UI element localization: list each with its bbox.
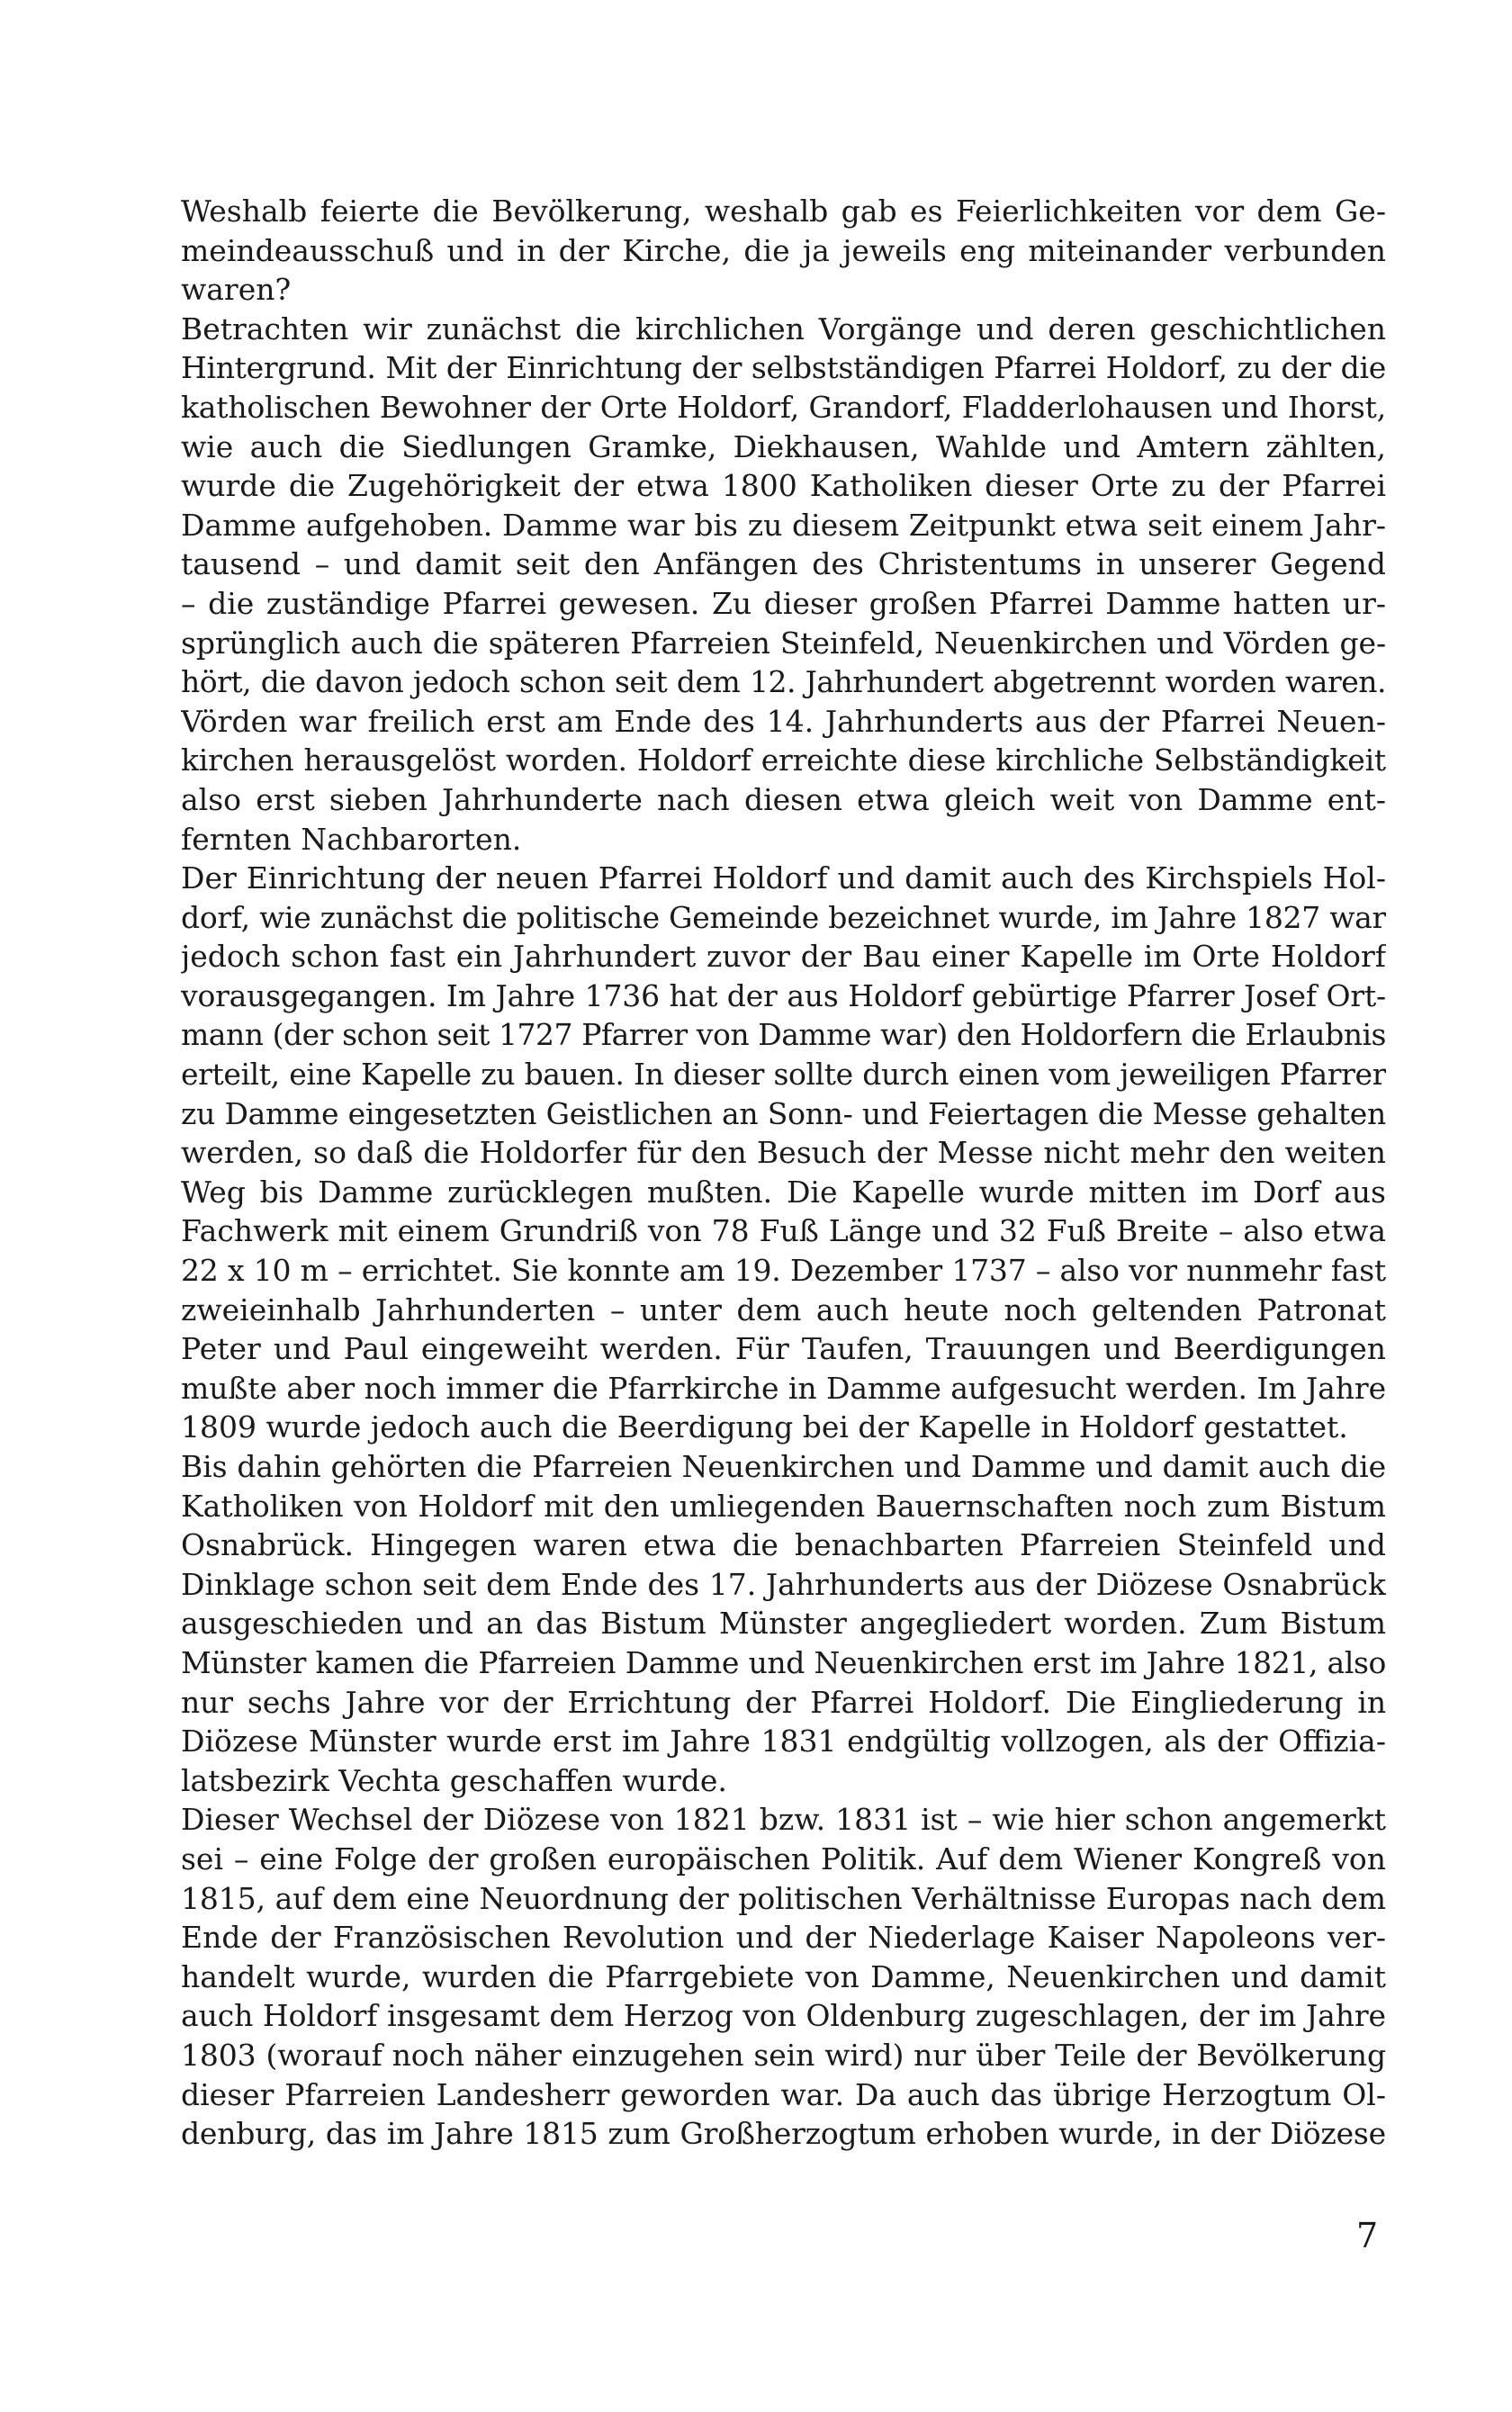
text-line: waren? [181, 272, 292, 308]
text-line: Diözese Münster wurde erst im Jahre 1831 endgültig vollzogen, als der Offizia- [181, 1724, 1386, 1760]
text-line: katholischen Bewohner der Orte Holdorf, Grandorf, Fladderlohausen und Ihorst, [181, 389, 1386, 425]
text-line: sei – eine Folge der großen europäischen Politik. Auf dem Wiener Kongreß von [181, 1840, 1386, 1876]
text-line: 1815, auf dem eine Neuordnung der politischen Verhältnisse Europas nach dem [181, 1880, 1386, 1916]
text-line: nur sechs Jahre vor der Errichtung der Pfarrei Holdorf. Die Eingliederung in [181, 1684, 1386, 1720]
text-line: hört, die davon jedoch schon seit dem 12. Jahrhundert abgetrennt worden waren. [181, 664, 1386, 700]
text-line: zweieinhalb Jahrhunderten – unter dem auch heute noch geltenden Patronat [181, 1292, 1386, 1328]
text-line: zu Damme eingesetzten Geistlichen an Sonn- und Feiertagen die Messe gehalten [181, 1095, 1386, 1131]
text-line: Damme aufgehoben. Damme war bis zu diesem Zeitpunkt etwa seit einem Jahr- [181, 507, 1386, 543]
text-line: werden, so daß die Holdorfer für den Besuch der Messe nicht mehr den weiten [181, 1135, 1386, 1171]
text-line: also erst sieben Jahrhunderte nach diesen etwa gleich weit von Damme ent- [181, 781, 1386, 817]
text-line: dorf, wie zunächst die politische Gemeinde bezeichnet wurde, im Jahre 1827 war [181, 899, 1386, 935]
text-line: ausgeschieden und an das Bistum Münster angegliedert worden. Zum Bistum [181, 1606, 1386, 1642]
text-line: Peter und Paul eingeweiht werden. Für Taufen, Trauungen und Beerdigungen [181, 1331, 1386, 1367]
text-line: handelt wurde, wurden die Pfarrgebiete von Damme, Neuenkirchen und damit [181, 1958, 1386, 1994]
text-line: dieser Pfarreien Landesherr geworden war. Da auch das übrige Herzogtum Ol- [181, 2076, 1386, 2112]
text-line: fernten Nachbarorten. [181, 821, 522, 857]
text-line: Betrachten wir zunächst die kirchlichen Vorgänge und deren geschichtlichen [181, 310, 1386, 346]
text-line: Der Einrichtung der neuen Pfarrei Holdorf und damit auch des Kirchspiels Hol- [181, 860, 1386, 896]
text-line: 1803 (worauf noch näher einzugehen sein wird) nur über Teile der Bevölkerung [181, 2037, 1386, 2073]
page-number: 7 [1356, 2216, 1379, 2255]
text-line: Bis dahin gehörten die Pfarreien Neuenkirchen und Damme und damit auch die [181, 1449, 1386, 1484]
text-line: denburg, das im Jahre 1815 zum Großherzogtum erhoben wurde, in der Diözese [181, 2116, 1386, 2152]
text-line: Weshalb feierte die Bevölkerung, weshalb gab es Feierlichkeiten vor dem Ge- [181, 194, 1386, 229]
text-line: kirchen herausgelöst worden. Holdorf erreichte diese kirchliche Selbständigkeit [181, 742, 1386, 778]
text-line: tausend – und damit seit den Anfängen des Christentums in unserer Gegend [181, 546, 1386, 582]
text-line: Osnabrück. Hingegen waren etwa die benachbarten Pfarreien Steinfeld und [181, 1527, 1386, 1563]
text-line: 22 x 10 m – errichtet. Sie konnte am 19. Dezember 1737 – also vor nunmehr fast [181, 1253, 1386, 1289]
text-line: Weg bis Damme zurücklegen mußten. Die Kapelle wurde mitten im Dorf aus [181, 1174, 1386, 1210]
text-line: latsbezirk Vechta geschaffen wurde. [181, 1762, 727, 1798]
text-line: Dinklage schon seit dem Ende des 17. Jahrhunderts aus der Diözese Osnabrück [181, 1566, 1386, 1602]
text-line: wie auch die Siedlungen Gramke, Diekhausen, Wahlde und Amtern zählten, [181, 428, 1386, 464]
text-line: mann (der schon seit 1727 Pfarrer von Damme war) den Holdorfern die Erlaubnis [181, 1017, 1386, 1053]
text-line: meindeausschuß und in der Kirche, die ja jeweils eng miteinander verbunden [181, 232, 1386, 268]
text-line: 1809 wurde jedoch auch die Beerdigung bei der Kapelle in Holdorf gestattet. [181, 1409, 1348, 1445]
text-line: Fachwerk mit einem Grundriß von 78 Fuß Länge und 32 Fuß Breite – also etwa [181, 1213, 1386, 1249]
text-line: jedoch schon fast ein Jahrhundert zuvor der Bau einer Kapelle im Orte Holdorf [181, 939, 1386, 975]
text-line: wurde die Zugehörigkeit der etwa 1800 Katholiken dieser Orte zu der Pfarrei [181, 468, 1386, 504]
text-line: erteilt, eine Kapelle zu bauen. In dieser sollte durch einen vom jeweiligen Pfarrer [181, 1057, 1386, 1093]
text-line: Hintergrund. Mit der Einrichtung der selbstständigen Pfarrei Holdorf, zu der die [181, 350, 1386, 386]
text-line: Vörden war freilich erst am Ende des 14. Jahrhunderts aus der Pfarrei Neuen- [181, 703, 1386, 739]
text-line: sprünglich auch die späteren Pfarreien Steinfeld, Neuenkirchen und Vörden ge- [181, 625, 1386, 661]
text-line: Münster kamen die Pfarreien Damme und Neuenkirchen erst im Jahre 1821, also [181, 1644, 1386, 1680]
text-line: Dieser Wechsel der Diözese von 1821 bzw. 1831 ist – wie hier schon angemerkt [181, 1802, 1386, 1838]
text-line: Ende der Französischen Revolution und der Niederlage Kaiser Napoleons ver- [181, 1920, 1386, 1956]
text-line: mußte aber noch immer die Pfarrkirche in Damme aufgesucht werden. Im Jahre [181, 1370, 1386, 1406]
text-line: vorausgegangen. Im Jahre 1736 hat der aus Holdorf gebürtige Pfarrer Josef Ort- [181, 977, 1386, 1013]
text-line: auch Holdorf insgesamt dem Herzog von Oldenburg zugeschlagen, der im Jahre [181, 1998, 1386, 2034]
text-line: Katholiken von Holdorf mit den umliegenden Bauernschaften noch zum Bistum [181, 1488, 1386, 1524]
text-line: – die zuständige Pfarrei gewesen. Zu dieser großen Pfarrei Damme hatten ur- [181, 585, 1386, 621]
body-text [181, 192, 1386, 2154]
